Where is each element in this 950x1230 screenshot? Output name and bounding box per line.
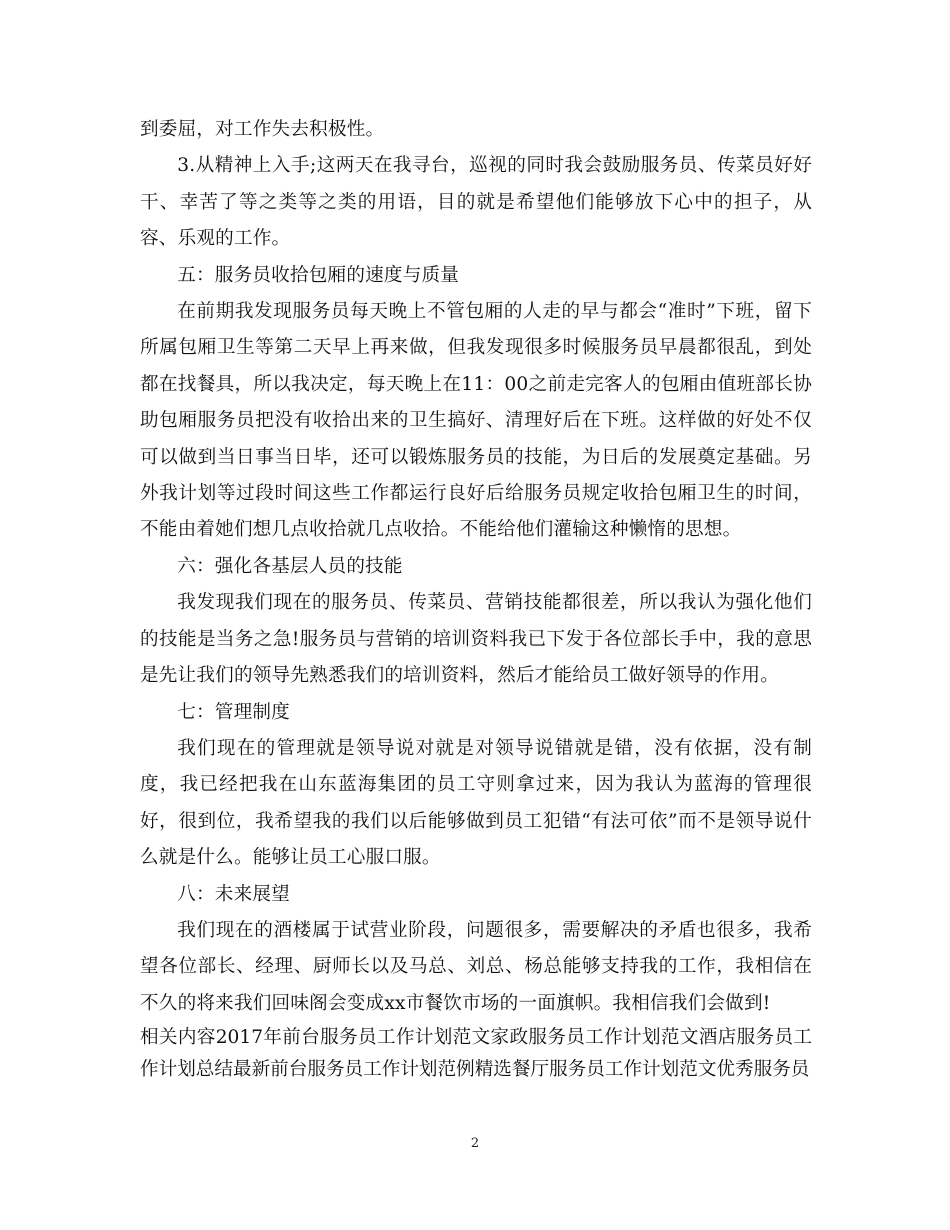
paragraph-spirit: 3.从精神上入手;这两天在我寻台，巡视的同时我会鼓励服务员、传菜员好好干、幸苦了等之类等之类的用语，目的就是希望他们能够放下心中的担子，从容、乐观的工作。 <box>140 155 812 250</box>
document-body <box>140 112 812 1086</box>
section-heading-6: 六：强化各基层人员的技能 <box>177 555 403 577</box>
paragraph-skills: 我发现我们现在的服务员、传菜员、营销技能都很差，所以我认为强化他们的技能是当务之急!服务员与营销的培训资料我已下发于各位部长手中，我的意思是先让我们的领导先熟悉我们的培训资料，然后才能给员工做好领导的作用。 <box>140 592 812 687</box>
paragraph-room-cleaning: 在前期我发现服务员每天晚上不管包厢的人走的早与都会“准时”下班，留下所属包厢卫生等第二天早上再来做，但我发现很多时候服务员早晨都很乱，到处都在找餐具，所以我决定，每天晚上在11：00之前走完客人的包厢由值班部长协助包厢服务员把没有收拾出来的卫生搞好、清理好后在下班。这样做的好处不仅可以做到当日事当日毕，还可以锻炼服务员的技能，为日后的发展奠定基础。另外我计划等过段时间这些工作都运行良好后给服务员规定收拾包厢卫生的时间，不能由着她们想几点收拾就几点收拾。不能给他们灌输这种懒惰的思想。 <box>140 301 812 541</box>
paragraph-continuation: 到委屈，对工作失去积极性。 <box>140 119 385 140</box>
related-content: 相关内容2017年前台服务员工作计划范文家政服务员工作计划范文酒店服务员工作计划总结最新前台服务员工作计划范例精选餐厅服务员工作计划范文优秀服务员 <box>140 1027 812 1081</box>
section-heading-7: 七：管理制度 <box>177 701 290 723</box>
section-heading-5: 五：服务员收拾包厢的速度与质量 <box>177 264 460 286</box>
section-heading-8: 八：未来展望 <box>177 883 290 905</box>
paragraph-management: 我们现在的管理就是领导说对就是对领导说错就是错，没有依据，没有制度，我已经把我在山东蓝海集团的员工守则拿过来，因为我认为蓝海的管理很好，很到位，我希望我的我们以后能够做到员工犯错“有法可依”而不是领导说什么就是什么。能够让员工心服口服。 <box>140 737 812 869</box>
page-number: 2 <box>470 1136 480 1151</box>
paragraph-outlook: 我们现在的酒楼属于试营业阶段，问题很多，需要解决的矛盾也很多，我希望各位部长、经理、厨师长以及马总、刘总、杨总能够支持我的工作，我相信在不久的将来我们回味阁会变成xx市餐饮市场的一面旗帜。我相信我们会做到! <box>140 919 812 1014</box>
